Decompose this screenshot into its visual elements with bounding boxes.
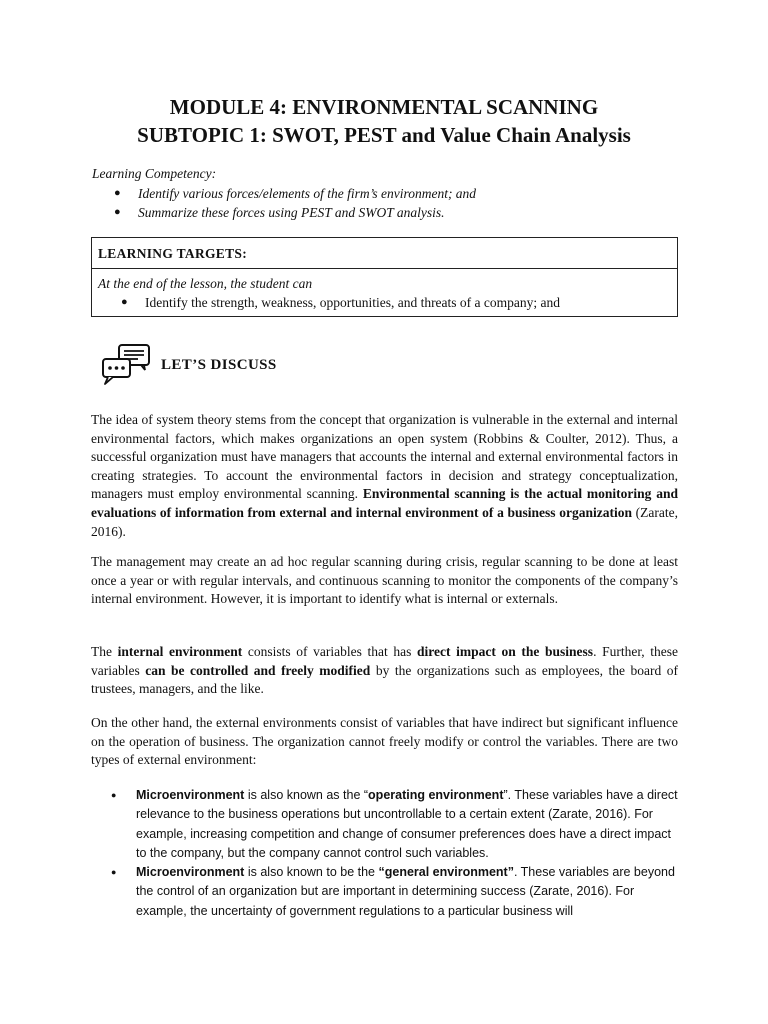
module-title: MODULE 4: ENVIRONMENTAL SCANNING: [169, 95, 599, 119]
paragraph-external-environment: On the other hand, the external environments consist of variables that have indirect but significant influence on the operation of business. The organization cannot freely modify or control the variables. There are two types of external environment:: [91, 715, 678, 768]
internal-environment-term: internal environment: [117, 644, 243, 659]
paragraph-scanning-types: The management may create an ad hoc regular scanning during crisis, regular scanning to be done at least once a year or with regular intervals, and continuous scanning to monitor the components of the company’s internal environment. However, it is important to identify what is internal or externals.: [91, 554, 678, 607]
paragraph-text: consists of variables that has: [247, 644, 412, 659]
learning-targets-heading: LEARNING TARGETS:: [92, 238, 677, 269]
chat-bubbles-icon: [100, 343, 152, 387]
competency-item: ● Identify various forces/elements of the firm’s environment; and: [92, 184, 476, 203]
term-alias: “general environment”: [378, 865, 514, 880]
learning-targets-intro: At the end of the lesson, the student can: [98, 276, 313, 291]
learning-target-item: ● Identify the strength, weakness, opportunities, and threats of a company; and: [98, 293, 677, 312]
list-item: [91, 863, 678, 921]
list-text: . These variables are beyond the control of an organization but are important in determining success (Zarate, 2016). For example, the uncertainty of government regulations to a particular business will: [136, 865, 675, 918]
paragraph-text: by the organizations such as employees, the board of trustees, managers, and the like.: [91, 662, 678, 697]
lets-discuss-heading: LET’S DISCUSS: [161, 356, 277, 373]
environmental-scanning-definition: Environmental scanning is the actual monitoring and evaluations of information from external and internal environment of a business organization: [91, 486, 679, 520]
paragraph-system-theory: [91, 411, 678, 541]
competency-item: ● Summarize these forces using PEST and SWOT analysis.: [92, 203, 476, 222]
learning-targets-box: [91, 237, 678, 317]
paragraph-text: . Further, these variables: [91, 644, 679, 678]
competency-list: [92, 184, 476, 222]
term-alias: operating environment: [368, 788, 504, 802]
list-text: is also known to be the: [247, 865, 376, 880]
term: Microenvironment: [136, 865, 245, 880]
competency-label: Learning Competency:: [92, 166, 217, 181]
list-text: ”. These variables have a direct relevance to the business operations but uncontrollable to a certain extent (Zarate, 2016). For example, increasing competition and change of consumer preferences does have a direct impact to the company, but the company cannot control such variables.: [136, 788, 678, 860]
lets-discuss-section: [100, 343, 277, 387]
subtopic-title: SUBTOPIC 1: SWOT, PEST and Value Chain Analysis: [137, 123, 631, 147]
controlled-phrase: can be controlled and freely modified: [145, 662, 371, 678]
paragraph-text: The: [91, 644, 112, 659]
external-environment-list: [91, 786, 678, 921]
paragraph-internal-environment: [91, 643, 678, 699]
paragraph-text: The idea of system theory stems from the concept that organization is vulnerable in the external and internal environmental factors, which makes organizations an open system (Robbins & Coulter, 2012). Thus, a successful organization must have managers that accounts the internal and external environmental factors in creating strategies. To account the environmental factors in decision and strategy conceptualization, managers must employ environmental scanning.: [91, 412, 678, 502]
term: Microenvironment: [136, 788, 245, 802]
citation: (Zarate, 2016).: [91, 504, 678, 539]
direct-impact-phrase: direct impact on the business: [417, 644, 594, 659]
learning-targets-body: [92, 269, 677, 312]
learning-competency: [92, 166, 476, 222]
list-item: [91, 786, 678, 863]
list-text: is also known as the “: [247, 788, 369, 802]
